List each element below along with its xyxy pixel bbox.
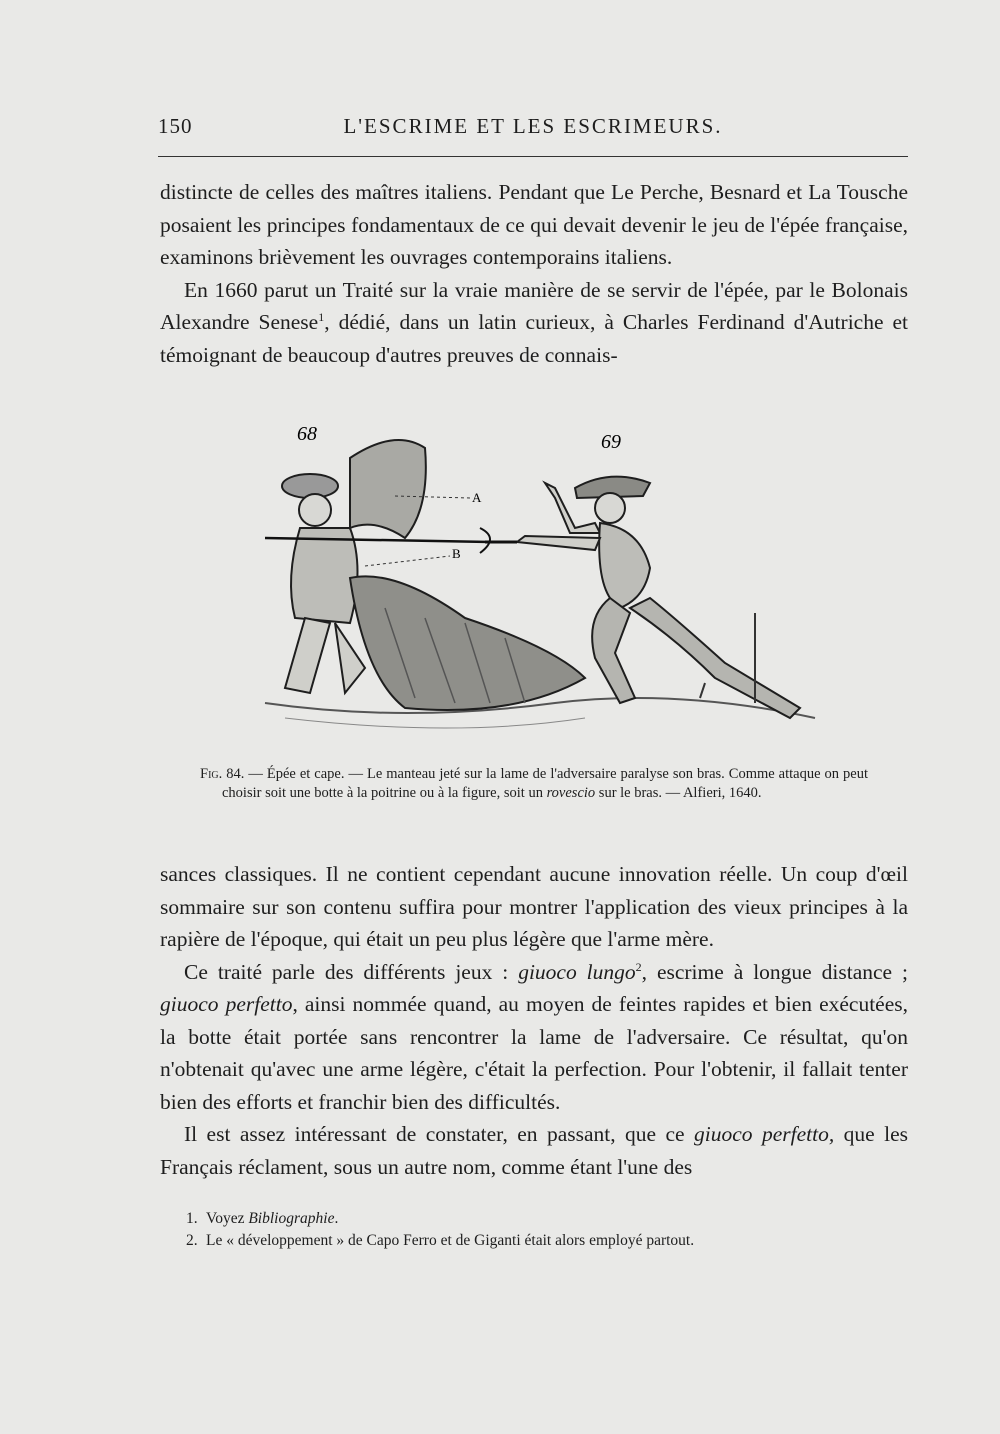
running-head xyxy=(158,112,908,142)
page-number: 150 xyxy=(158,114,193,138)
figure-label: Fig. 84. xyxy=(200,766,245,782)
paragraph: Il est assez intéressant de constater, en passant, que ce giuoco perfetto, que les Français réclament, sous un autre nom, comme étant l'une des xyxy=(160,1122,908,1179)
marker-b: B xyxy=(452,546,461,561)
fencing-engraving xyxy=(255,418,825,748)
footnote: 2. Le « développement » de Capo Ferro et de Giganti était alors employé partout. xyxy=(186,1232,695,1249)
footnote-ref: 2 xyxy=(635,959,642,974)
running-title: L'ESCRIME ET LES ESCRIMEURS. xyxy=(343,114,723,138)
label-right: 69 xyxy=(601,431,621,453)
header-rule xyxy=(158,156,908,157)
paragraph: sances classiques. Il ne contient cependant aucune innovation réelle. Un coup d'œil sommaire sur son contenu suffira pour montrer l'application des vieux principes à la rapière de l'époque, qui était un peu plus légère que l'arme mère. xyxy=(160,862,908,951)
left-fencer xyxy=(282,440,585,710)
footnote-ref: 1 xyxy=(318,309,325,324)
figure-caption: Fig. 84. — Épée et cape. — Le manteau jeté sur la lame de l'adversaire paralyse son bras. Comme attaque on peut choisir soit une botte à la poitrine ou à la figure, soit un rovescio sur le bras. — Alfieri, 1640. xyxy=(200,766,869,801)
paragraph: En 1660 parut un Traité sur la vraie manière de se servir de l'épée, par le Bolonais Alexandre Senese$^1$, dédié, dans un latin curieux, à Charles Ferdinand d'Autriche et témoignant de beaucoup d'autres preuves de connais- xyxy=(160,277,908,367)
label-left: 68 xyxy=(297,423,317,445)
footnotes xyxy=(186,1208,886,1252)
paragraph: Ce traité parle des différents jeux : giuoco lungo$^2$, escrime à longue distance ; giuoco perfetto, ainsi nommée quand, au moyen de feintes rapides et bien exécutées, la botte était portée sans rencontrer la lame de l'adversaire. Ce résultat, qu'on n'obtenait qu'avec une arme légère, c'était la perfection. Pour l'obtenir, il fallait tenter bien des efforts et franchir bien des difficultés. xyxy=(160,959,909,1114)
footnote: 1. Voyez Bibliographie. xyxy=(186,1210,339,1227)
body-text-top xyxy=(160,176,908,371)
marker-a: A xyxy=(472,490,482,505)
paragraph: distincte de celles des maîtres italiens. Pendant que Le Perche, Besnard et La Tousche posaient les principes fondamentaux de ce qui devait devenir le jeu de l'épée française, examinons brièvement les ouvrages contemporains italiens. xyxy=(160,180,908,269)
body-text-bottom xyxy=(160,858,908,1183)
fencing-illustration xyxy=(255,418,825,748)
